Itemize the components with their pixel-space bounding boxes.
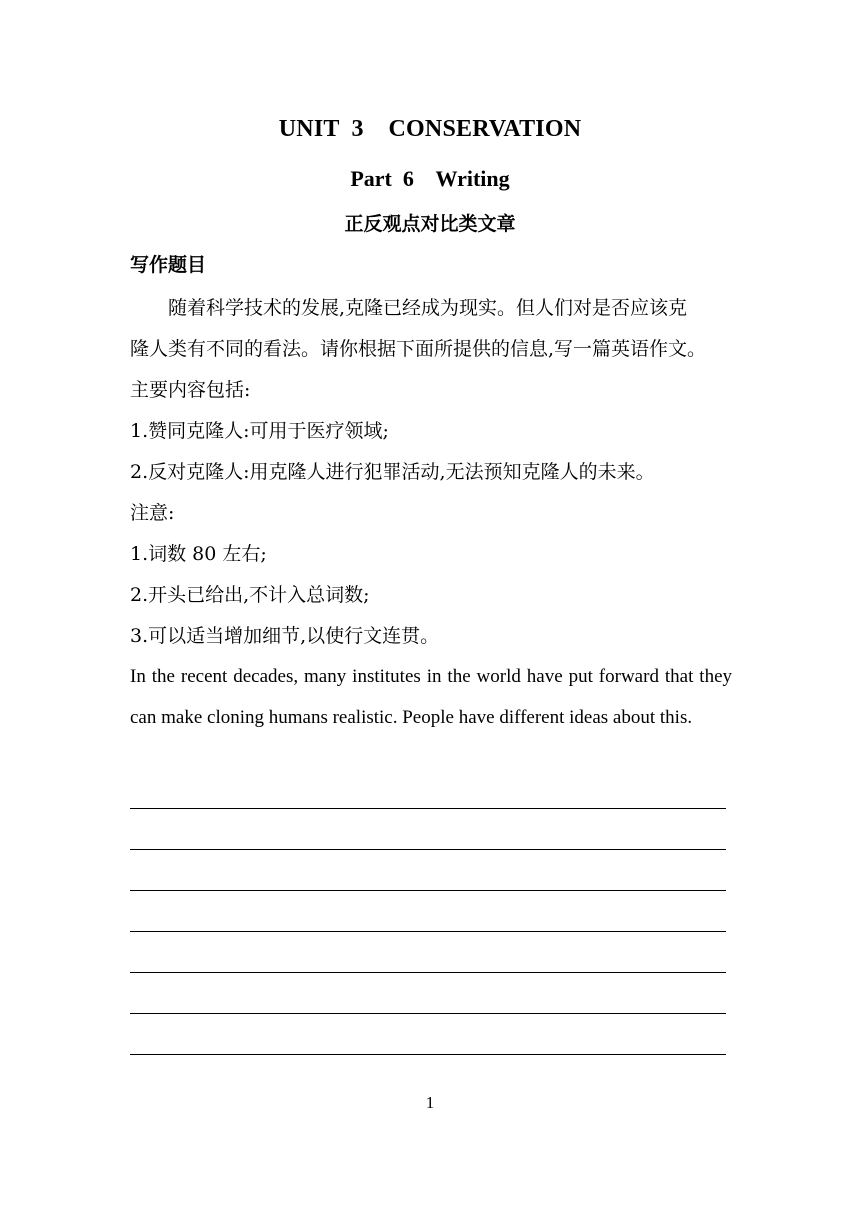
article-type-subtitle: 正反观点对比类文章 bbox=[344, 213, 516, 235]
answer-line[interactable] bbox=[130, 1054, 726, 1055]
answer-line[interactable] bbox=[130, 1013, 726, 1014]
instruction-line: 主要内容包括: bbox=[130, 379, 251, 401]
instruction-line: 隆人类有不同的看法。请你根据下面所提供的信息,写一篇英语作文。 bbox=[130, 338, 707, 360]
answer-writing-area[interactable] bbox=[130, 808, 726, 1095]
instruction-line: 3.可以适当增加细节,以使行文连贯。 bbox=[130, 625, 440, 647]
task-instructions bbox=[130, 288, 732, 657]
answer-line[interactable] bbox=[130, 972, 726, 973]
answer-line[interactable] bbox=[130, 931, 726, 932]
given-opening-paragraph: In the recent decades, many institutes in the world have put forward that they can make cloning humans realistic. People have different ideas about this. bbox=[130, 666, 732, 728]
instruction-line: 1.词数 80 左右; bbox=[130, 543, 267, 565]
unit-title: UNIT 3 CONSERVATION bbox=[278, 116, 582, 142]
page-number: 1 bbox=[425, 1093, 435, 1112]
instruction-line: 注意: bbox=[130, 502, 175, 524]
instruction-line: 2.反对克隆人:用克隆人进行犯罪活动,无法预知克隆人的未来。 bbox=[130, 461, 655, 483]
answer-line[interactable] bbox=[130, 808, 726, 809]
answer-line[interactable] bbox=[130, 849, 726, 850]
instruction-line: 2.开头已给出,不计入总词数; bbox=[130, 584, 370, 606]
part-title: Part 6 Writing bbox=[350, 166, 510, 191]
writing-task-heading: 写作题目 bbox=[130, 254, 207, 276]
answer-line[interactable] bbox=[130, 890, 726, 891]
instruction-line: 1.赞同克隆人:可用于医疗领域; bbox=[130, 420, 389, 442]
instruction-line: 随着科学技术的发展,克隆已经成为现实。但人们对是否应该克 bbox=[168, 297, 688, 319]
